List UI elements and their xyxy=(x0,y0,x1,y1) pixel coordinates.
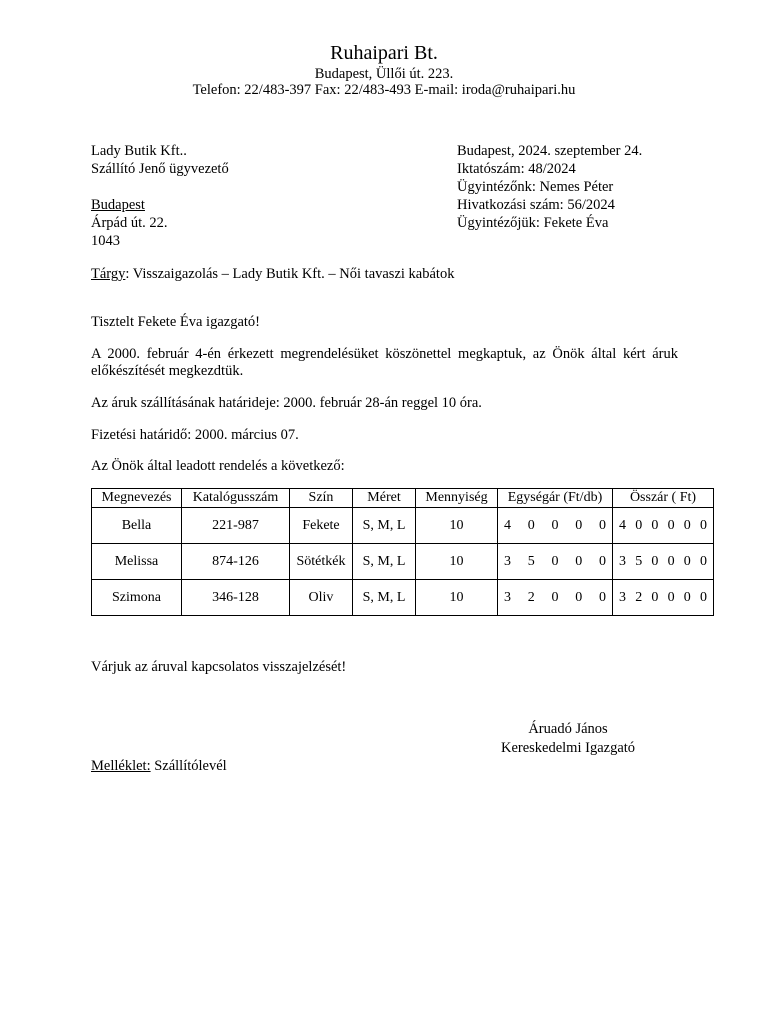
cell-size: S, M, L xyxy=(353,508,416,544)
recipient-city: Budapest xyxy=(91,197,145,213)
signature-title: Kereskedelmi Igazgató xyxy=(500,740,636,756)
signature-name: Áruadó János xyxy=(528,721,608,737)
cell-quantity: 10 xyxy=(416,508,498,544)
cell-quantity: 10 xyxy=(416,580,498,616)
cell-size: S, M, L xyxy=(353,544,416,580)
cell-quantity: 10 xyxy=(416,544,498,580)
cell-unit-price: 3 5 0 0 0 xyxy=(498,544,613,580)
letter-date: Budapest, 2024. szeptember 24. xyxy=(457,143,643,159)
cell-unit-price: 3 2 0 0 0 xyxy=(498,580,613,616)
company-address: Budapest, Üllői út. 223. xyxy=(314,66,454,82)
recipient-street: Árpád út. 22. xyxy=(91,215,168,231)
closing-line: Várjuk az áruval kapcsolatos visszajelzését! xyxy=(91,659,347,675)
cell-color: Oliv xyxy=(290,580,353,616)
subject-line xyxy=(91,265,454,283)
column-header: Megnevezés xyxy=(92,489,182,508)
column-header: Katalógusszám xyxy=(182,489,290,508)
recipient-zip: 1043 xyxy=(91,233,120,249)
column-header: Összár ( Ft) xyxy=(613,489,714,508)
column-header: Szín xyxy=(290,489,353,508)
column-header: Mennyiség xyxy=(416,489,498,508)
cell-total: 3 2 0 0 0 0 xyxy=(613,580,714,616)
cell-color: Sötétkék xyxy=(290,544,353,580)
company-name: Ruhaipari Bt. xyxy=(330,42,438,64)
table-row xyxy=(92,580,714,616)
cell-name: Szimona xyxy=(92,580,182,616)
recipient-person: Szállító Jenő ügyvezető xyxy=(91,161,229,177)
column-header: Méret xyxy=(353,489,416,508)
table-row xyxy=(92,544,714,580)
recipient-name: Lady Butik Kft.. xyxy=(91,143,187,159)
order-table xyxy=(91,488,714,616)
salutation: Tisztelt Fekete Éva igazgató! xyxy=(91,314,260,330)
cell-unit-price: 4 0 0 0 0 xyxy=(498,508,613,544)
cell-name: Melissa xyxy=(92,544,182,580)
cell-name: Bella xyxy=(92,508,182,544)
paragraph-1: A 2000. február 4-én érkezett megrendelésüket köszönettel megkaptuk, az Önök által kért áruk előkészítését megkezdtük. xyxy=(91,346,678,379)
paragraph-3: Fizetési határidő: 2000. március 07. xyxy=(91,427,299,443)
reference-number: Hivatkozási szám: 56/2024 xyxy=(457,197,615,213)
paragraph-2: Az áruk szállításának határideje: 2000. február 28-án reggel 10 óra. xyxy=(91,395,482,411)
cell-total: 4 0 0 0 0 0 xyxy=(613,508,714,544)
our-clerk: Ügyintézőnk: Nemes Péter xyxy=(457,179,614,195)
attachment-line xyxy=(91,757,227,775)
table-header-row xyxy=(92,489,714,508)
cell-total: 3 5 0 0 0 0 xyxy=(613,544,714,580)
cell-catalog: 346-128 xyxy=(182,580,290,616)
cell-catalog: 221-987 xyxy=(182,508,290,544)
cell-color: Fekete xyxy=(290,508,353,544)
company-contact: Telefon: 22/483-397 Fax: 22/483-493 E-mail: iroda@ruhaipari.hu xyxy=(192,82,576,98)
cell-catalog: 874-126 xyxy=(182,544,290,580)
attachment-text: Szállítólevél xyxy=(150,758,227,774)
subject-text: : Visszaigazolás – Lady Butik Kft. – Női tavaszi kabátok xyxy=(125,266,455,282)
paragraph-4: Az Önök által leadott rendelés a következő: xyxy=(91,458,345,474)
your-clerk: Ügyintézőjük: Fekete Éva xyxy=(457,215,609,231)
column-header: Egységár (Ft/db) xyxy=(498,489,613,508)
registration-number: Iktatószám: 48/2024 xyxy=(457,161,576,177)
subject-label: Tárgy xyxy=(91,266,126,282)
cell-size: S, M, L xyxy=(353,580,416,616)
attachment-label: Melléklet: xyxy=(91,758,151,774)
table-row xyxy=(92,508,714,544)
